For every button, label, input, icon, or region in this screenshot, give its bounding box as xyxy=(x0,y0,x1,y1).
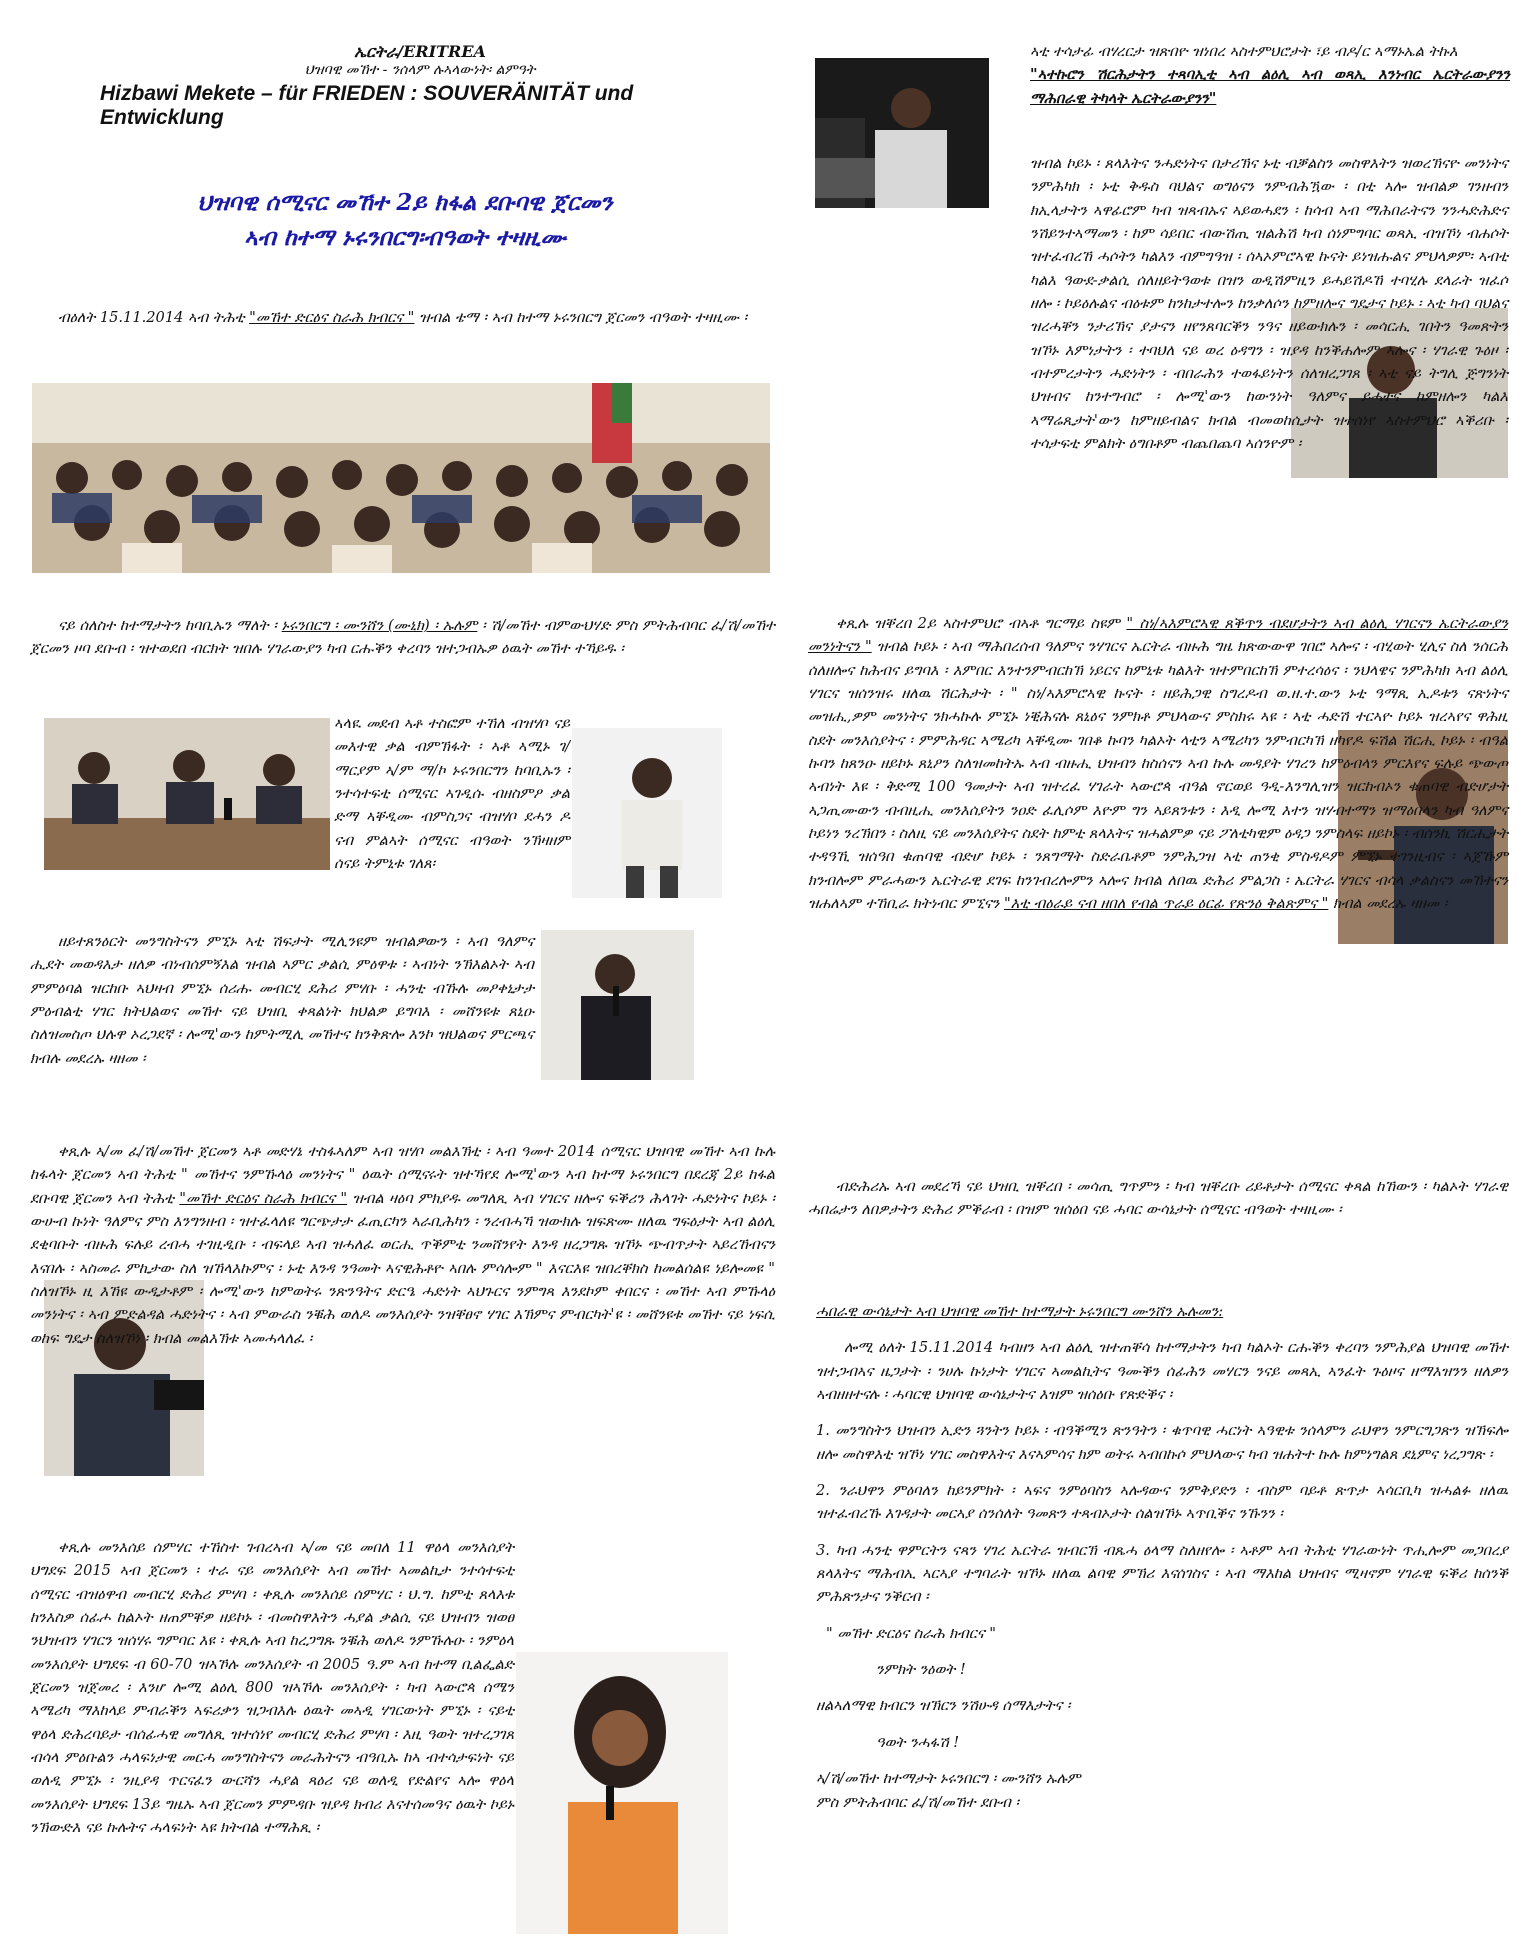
right-intro xyxy=(1030,40,1510,110)
text: ብዕለት 15.11.2014 ኣብ ትሕቲ xyxy=(58,309,250,326)
lecture-title-2: " ስነ/ኣእምሮኣዊ ጸቕጥን ብደሆታትን ኣብ ልዕሊ ሃገርናን ኤርትራውያን መንነትናን " xyxy=(808,615,1508,656)
audience-photo xyxy=(32,383,770,573)
speaker-photo-1 xyxy=(572,728,722,898)
event-slogan-2: "መኸተ ድርዕና ስራሕ ክብርና " xyxy=(179,1189,348,1207)
text: ቀጺሉ ዝቐረበ 2ይ ኣስተምህሮ ብኣቶ ግርማይ ስዩም xyxy=(836,615,1127,632)
event-slogan: "መኸተ ድርዕና ስራሕ ክብርና " xyxy=(249,309,415,326)
proverb-quote: "እቲ ብዕራይ ናብ ዘበለ የብል ጥራይ ዕርፊ የጽንዕ ቅልጽምና " xyxy=(1003,895,1329,913)
signature-line-1: ኣ/ሽ/መኸተ ከተማታት ኑሩንበርግ ፡ ሙንሸን ኡሉም xyxy=(816,1770,1081,1788)
text: ዝብል ኮይኑ ፡ ጸላእትና ንሓድነትና በታሪኽና ኑቲ ብቓልስን መስዋእትን ዝወረኽናዮ መንነትና ንምሕካክ ፡ ኑቲ ቅዱስ ባህልና ወግዕናን ንምብሕዃው ፡ በቲ ኣሎ ዝብልዎ ገንዘብን ክኢላታትን ኣዋፊሮም ካብ ዝጻብኡና ኣይወሓደን ፡ ከሳብ ኣብ ማሕበራትናን ንንሓድሕድና ንሽይንተኣማመን ፡ ከም ሳይበር ብውሽጢ ዝልሕሽ ካብ ሰነምግባር ወጻኢ ብዝኾነ ብሐሶት ዝተፈብረኸ ሓሶትን ካልእን ብምግዓዝ ፡ ሰኣኦምሮኣዊ ኩናት ይነዝሑልና ምህላዎም፡ ኣብቲ ካልእ ዓውደ-ቃልሲ ሰለዘይትዓወቱ በዝን ወዲሽምዚን ይሓይሽዶኸ ተባሂሉ ደላራት ዝፈሶ ዘሎ ፡ ኮይዕሉልና ብዕቱም ከንከታተሎን ከንቃለሶን ከምዘሎና ግዴታና ኮይኑ ፡ ኣቲ ካብ ባህልና ዝረሓቐን ንታሪኽና ያታናን ዘየንጸባርቕን ንዓና ዘይውክሉን ፡ መሳርሒ ገበትን ዓመጽትን ዝኾኑ እምነታትን ፡ ተባህለ ናይ ወረ ዕዳግን ፡ ዝያዳ ከንቕሐሎም ኣሎና ፡ ሃገራዊ ጉዕዞ ፡ ብተምረታትን ሓድነትን ፡ ብበራሕን ተወፋይነትን ሰለዝረጋገጸ ፡ ኣቲ ናይ ትግሊ ጅግንነት ህዝብና ከንተግብሮ ፡ ሎሚ'ውን ከውንነት ዓለምና ይሓተና ከምዘሎን ካልእ ኣማሬጺታት'ውን ከምዘይብልና ክብል ብመወከሲታት ዝተሰነየ ኣስተምህሮ ኣቕሪቡ ፡ ተሳታፍቲ ምልክት ዕግበቶም ብጨበጨባ ኣሰንዮም ፡ xyxy=(1030,155,1508,453)
right-paragraph-2 xyxy=(808,612,1508,915)
title-line-1: ህዝባዊ ሰሚናር መኸተ 2ይ ክፋል ደቡባዊ ጀርመን xyxy=(197,189,613,216)
masthead-tagline: ህዝባዊ መኸተ - ንሰላም ሉኣላውነት፡ ልምዓት xyxy=(304,62,536,78)
text: ቀጺሉ ኣ/መ ፈ/ሽ/መኸተ ጀርመን ኣቶ መድሃኔ ተስፋኣለም ኣብ ዝሃቦ መልእኽቲ ፡ ኣብ ዓመተ 2014 ሰሚናር ህዝባዊ መኸተ ኣብ ኩሉ ከፋላት ጀርመን ኣብ ትሕቲ " መኸተና ንምኹላዕ መንነትና " ዕዉት ሰሚናሩት ዝተኻየደ ሎሚ'ውን ኣብ ከተማ ኑሩንበርግ በደረጃ 2ይ ከፋል ደቡባዊ ጀርመን ኣብ ትሕቲ xyxy=(30,1143,775,1207)
text: ዝብል ቴማ ፡ ኣብ ከተማ ኑሩንበርግ ጀርመን ብዓወት ተዛዚሙ ፡ xyxy=(414,309,748,326)
masthead-german: Hizbawi Mekete – für FRIEDEN : SOUVERÄNITÄT und Entwicklung xyxy=(100,82,634,130)
masthead-country: ኤርትራ/ERITREA xyxy=(354,42,486,61)
masthead xyxy=(100,42,740,130)
closing-slogan-4: ዓወት ንሓፋሽ ! xyxy=(876,1733,960,1751)
text: ኣላዪ መደብ ኣቶ ተስፎም ተኸለ ብዝሃቦ ናይ መእተዊ ቃል ብምኽፋት ፡ ኣቶ ኣሚኑ ገ/ማርያም ኣ/ም ማ/ኮ ኑሩንበርግን ከባቢኡን ፡ ንተሳተፍቲ ሰሚናር ኣገዲሱ ብዘስምዖ ቃል ድማ ኣቐዲሙ ብምስጋና ብዝሃቦ ደሓን ዶ ናብ ምልኣት ሰሚናር ብዓወት ንኽዛዘም ሰናይ ትምኒቱ ገለጸ፡ xyxy=(334,715,570,873)
closing-slogan-1: " መኸተ ድርዕና ስራሕ ክብርና " xyxy=(826,1624,996,1642)
right-paragraph-1 xyxy=(808,152,1508,455)
panel-photo xyxy=(44,718,330,870)
left-paragraph-5 xyxy=(30,1140,775,1350)
right-p1-wrap xyxy=(1030,152,1508,455)
right-paragraph-3 xyxy=(808,1175,1508,1222)
lecture-title-1: "ኣተኩሮን ሽርሕታትን ተጻባኢቲ ኣብ ልዕሊ ኣብ ወጻኢ እንነብር ኤርትራውያንን ማሕበራዊ ትካላት ኤርትራውያንን" xyxy=(1030,66,1510,107)
left-paragraph-1 xyxy=(30,306,775,329)
text: ዘይተጸንዕርት መንግስትናን ምኚኑ ኣቲ ሽፍታት ሚሊንዩም ዝብልዎውን ፡ ኣብ ዓለምና ሒደት መወዳእታ ዘለዎ ብነብሰምኝእል ዝብል ኣምር ቃልሲ ምዕዋቱ ፡ ኣብነት ንኽእልኦት ኣብ ምምዕባል ዝርከቡ ኣህዛብ ምኚኑ ሰሪሑ መብርሂ ደሕሪ ምሃቡ ፡ ሓንቲ ብኹሉ መዖቀኒታታ ምዕብልቲ ሃገር ክትህልወና መኸተ ናይ ህዝቢ ቀጻልነት ክህልዎ ይግባእ ፡ መሸንዩቱ ጸኒዑ ስለዝመስጦ ህሉዋ ኦረጋደኛ ፡ ሎሚ'ውን ከምትሚሊ መኸተና ከንቅጽሎ እንኮ ዝህልወና ምርጫና ክብሉ መደረኡ ዛዘመ ፡ xyxy=(30,933,534,1067)
text: ቀጺሉ መንእሰይ ሰምሃር ተኸስተ ገብረኣብ ኣ/መ ናይ መበለ 11 ዋዕላ መንእሰያት ህግደፍ 2015 ኣብ ጀርመን ፡ ተራ ናይ መንእሰያት ኣብ መኸተ ኣመልኪታ ንተሳተፍቲ ሰሚናር ብዝዕዋብ መብርሂ ድሕሪ ምሃባ ፡ ቀጺሉ መንእሰይ ሰምሃር ፡ ህ.ግ. ከምቲ ጸላእቱ ከንእስዎ ሰፊሖ ከልኦት ዘጠምቐዎ ዘይኮኑ ፡ ብመስዋእትን ሓያል ቃልሲ ናይ ህዝብን ዝወፀ ንህዝብን ሃገርን ዝሰሃሩ ግምባር እዩ ፡ ቀጺሉ ኣብ ከረጋግጹ ንቑሕ ወለዶ ንምኹሉዑ ፡ ንምዕላ መንእሰያት ህግደፍ ብ 60-70 ዝኣኾሉ መንእሰያት ብ 2005 ዓ.ም ኣብ ከተማ ቢልፌልድ ጀርመን ዝጀመረ ፡ እንሆ ሎሚ ልዕሊ 800 ዝኣኾሉ መንእሰያት ፡ ካብ ኣውሮጳ ሰሜን ኣሜሪካ ማእከላይ ምብራቕን ኣፍሪቃን ዝጋብእሉ ዕዉት መኣዲ ሃገርውነት ምኚኑ ፡ ናይቲ ዋዕላ ድሕረባይታ ብሰፊሓዊ መግለጺ ዝተሰነየ መብርሂ ድሕሪ ምሃባ ፡ እዚ ዓወት ዝተረጋገጸ ብሳላ ምዕቡልን ሓላፍነታዊ መርሓ መንግስትናን መራሕትናን ብዓቢኡ ከኣ ብተሳታፍነት ናይ ወለዲ ምኚኑ ፡ ንዚያዳ ጥርናፈን ውርሻን ሓያል ጻዕሪ ናይ ወለዲ የድልየና ኣሎ ዋዕላ መንእሰያት ህግደፍ 13ይ ግዜኡ ኣብ ጀርመን ምምዳቡ ዝያዳ ክብሪ እናተሰመዓና ዕዉት ኮይኑ ንኽውድእ ናይ ኩሉትና ሓላፍነት ኣዩ ክትብል ተማሕጺ ፡ xyxy=(30,1539,514,1837)
resolutions-section xyxy=(816,1300,1508,1814)
text: ብድሕሪኡ ኣብ መደረኻ ናይ ህዝቢ ዝቐረበ ፡ መሳጢ ግጥምን ፡ ካብ ዝቐረቡ ሪይቶታት ሰሚናር ቀጻል ከኸውን ፡ ካልኦት ሃገራዊ ሓበሬታን ለበዎታትን ድሕሪ ምቕራብ ፡ በዝም ዝሰዕበ ናይ ሓባር ውሳኔታት ሰሚናር ብዓወት ተዛዚሙ ፡ xyxy=(808,1178,1508,1219)
text: ክብል መደረኡ ዛዘመ ፡ xyxy=(1328,895,1448,913)
left-paragraph-4 xyxy=(30,930,534,1070)
cities-list: ኑሩንበርግ ፡ ሙንሸን (ሙኒክ) ፡ ኡሉም xyxy=(281,617,478,634)
resolution-2: 2. ንራህዋን ምዕባለን ከይንምክት ፡ ኣፍና ንምዕባስን ኣሉዳውና ንምቅያድን ፡ ብስም ባይቶ ጽጥታ ኣሳርቢካ ዝሓልፉ ዘለዉ ዝተፈብረኹ እገዳታት መርኣያ ሰንሰለት ዓመጽን ተጻብኦታት ሰልዝኾኑ ኣጥቢቕና ንኹንን ፡ xyxy=(816,1482,1508,1523)
closing-slogan-3: ዘልኣለማዊ ክብርን ዝኽርን ንሽሁዳ ሰማእታትና ፡ xyxy=(816,1697,1071,1715)
text: ዝብል ኮይኑ ፡ ኣብ ማሕበረሰብ ዓለምና ንሃገርና ኤርትራ ብዙሕ ግዜ ክጽውውዋ ገበሮ ኣሎና ፡ ብሂወት ሂሊና ስለ ንሰርሕ ሰለዘሎና ከሕብና ይግባእ ፡ እምበር እንተንምብርከኽ ነይርና ከምኒቱ ካልእት ዝተምበርከኽ ምተረሳዕና ፡ ንህላዌና ንምሕካክ ኣብ ልዕሊ ሃገርና ዝሰንዝሩ ዘለዉ ሽርሕታት ፡ " ስነ/ኣእምሮኣዊ ኩናት ፡ ዘይሕጋዊ ስግረዶብ ወ.ዘ.ተ.ውን ኑቲ ዓማጺ ኢዶቱን ናጽነትና መዝሒ,ዎም መንነትና ንክሓኩሉ ምኚኑ ነቒሕናሉ ጸኒዕና ንምክቶ ምህላውና ምስክሩ ኣዩ ፡ ኣቲ ሓድሽ ተርኣዮ ኮይኑ ዝረኣየና ዋሕዚ ስደት መንእሰያትና ፡ ምምሕዳር ኣሜሪካ ኣቐዲሙ ገበቆ ኩባን ካልኦት ላቲን ኣሜሪካን ንምብርካኽ ዘካየዶ ፍሽል ሽርሒ ኮይኑ ፡ ብዓል ኩባን ከጸንዑ ዘይኮኑ ጸኒዖን ስለዝመከትኡ ኣብ ብዙሒ ህዝብን ከስሰናን ኣብ ኩሉ መዳያት ሃገረን ከምዕብላን ምርእየና ፍሉይ ጭውጦ ኣብነት እዩ ፡ ቅድሚ 100 ዓመታት ኣብ ዝተረፈ ሃገራት ኣውሮጳ ብዓል ኖርወይ ዓዲ-እንግሊዝን ዝርከብኦን ቁጠባዊ ብድሆታት ኣጋጢሙውን ብብዚሒ መንእሰያትን ንዐድ ፈሊሶም እዮም ግን ኣይጸንቱን ፡ እዲ ሎሚ እተን ዝሃብተማን ዝማዕበላን ካብ ዓለምና ኮይነን ንረኽበን ፡ ስለዚ ናይ መንእሰያትና ስደት ከምቲ ጸላእትና ዝሓልምዎ ናይ ፖለቲካዊም ዕዳጋ ንምስላፍ ዘይኮኑ ፡ ብሰንኪ ሽርሒታት ተዳዓኺ ዝሰዓበ ቁጠባዊ ብድሆ ኮይኑ ፡ ንጸግማት ስድራቤቶም ንምሕጋዝ ኣቲ ጠንቂ ምስዳዶም ምኚኑ ተገንዚብና ፡ ኣጀኹም ክንብሎም ምራሓውን ኤርትራዊ ደገፍ ከንገብረሎምን ኣሎና ክብል ለበዉ ድሕሪ ምልጋስ ፡ ኤርትራ ሃገርና ብሳላ ቃልስናን መኸተናን ዝሐለኣም ተኸቢራ ክትነብር ምኚናን xyxy=(808,638,1508,913)
article-title xyxy=(60,186,750,255)
text: ኣቲ ተሳታፊ ብሃረርታ ዝጽበዮ ዝነበረ ኣስተምህሮታት ፣ይ ብዶ/ር ኣማኑኤል ትኩእ xyxy=(1030,43,1458,60)
title-line-2: ኣብ ከተማ ኑሩንበርግ፡ብዓወት ተዛዚሙ xyxy=(244,223,566,251)
text: ፡ ሽ/መኸተ ብምውህሃድ ምስ ምትሕብባር ፈ/ሽ/መኸተ ጀርመን ዞባ ደቡብ ፡ ዝተወደበ ብርክት ዝበሉ ሃገራውያን ካብ ርሑቕን ቀረባን ዝተጋብኡዎ ዕዉት መኸተ ተኻይዱ ፡ xyxy=(30,617,775,658)
signature-line-2: ምስ ምትሕብባር ፈ/ሽ/መኸተ ደቡብ ፡ xyxy=(816,1793,1019,1811)
left-paragraph-3 xyxy=(334,712,570,875)
resolutions-intro: ሎሚ ዕለት 15.11.2014 ካብዘን ኣብ ልዕሊ ዝተጠቐሳ ከተማታትን ካብ ካልኦት ርሑቕን ቀረባን ንምሕያል ህዝባዊ መኸተ ዝተጋብኣና ዜጋታት ፡ ንሀሉ ኩነታት ሃገርና ኣመልኪትና ዓሙቕን ሰፊሕን መሃርን ንናይ መጻኢ ኣንፈት ጉዕዞና ዘማእዝንን ዘለዎን ኣብዘዘተናሉ ፡ ሓባርዊ ህዝባዊ ውሳኔታትና እዝም ዝሰዕቡ የጽድቕና ፡ xyxy=(816,1339,1508,1404)
speaker-photo-4 xyxy=(516,1652,728,1934)
resolution-3: 3. ካብ ሓንቲ ዋምርትን ናጻን ሃገረ ኤርትራ ዝብርኽ ብጼሓ ዕላማ ስለዘየሎ ፡ ኣቶም ኣብ ትሕቲ ሃገራውነት ጥሒሎም መጋበረያ ጸላእትና ማሕብኢ ኣርኣያ ተግባራት ዝኾኑ ዘለዉ ልባዊ ምኽሪ እናሰገስና ፡ ኣብ ማእከል ህዝብና ሚዛኖም ሃገራዊ ፍቕሪ ከሰንቕ ምሕጽንታና ንቕርብ ፡ xyxy=(816,1541,1508,1606)
speaker-photo-2 xyxy=(541,930,694,1080)
left-paragraph-2 xyxy=(30,614,775,661)
resolution-1: 1. መንግስትን ህዝብን ኢድን ጓንትን ኮይኑ ፡ ብዓቕሚን ጽንዓትን ፡ ቁጥባዊ ሓርነት ኣዓዊቱ ንሰላምን ራህዋን ንምርግጋጽን ዝኽፍሎ ዘሎ መስዋእቲ ዝኾነ ሃገር መስዋእትና እናኣምሳና ክም ወትሩ ኣብበኩሶ ምህላውና ካብ ዝሐትተ ኩሉ ከምነግልጸ ደኒምና ነረጋግጽ ፡ xyxy=(816,1422,1508,1463)
text: ዝብል ዛዕባ ምክያዱ መግለጺ ኣብ ሃገርና ዘሎና ፍቕሪን ሕላገት ሓድነትና ኮይኑ ፡ ውሁብ ኩነት ዓለምና ምስ እንግንዘብ ፡ ዝተፈላለዩ ግርጭታታ ፈጢርካን ኣራቢሕካን ፡ ንረብሓኻ ዝውክሉ ዝፍጽሙ ዘለዉ ግፍዕታት ኣብ ልዕሊ ደቂባቡት ብዙሕ ፍሉይ ረብሓ ተገዚዲቡ ፡ ብፍላይ ኣብ ዝሓለፈ ወርሒ ጥቕምቲ ንመሸንየት እንዳ ዘረጋግጹ ዝኾኑ ጭብጥታት ኣይረኸብናን እናበሉ ፡ ኣስመራ ምኪታው ስለ ዝኸላእኩምና ፡ ኑቲ እንዳ ንዓመት ኣናዊሕቶዮ ኣበሉ ምሳሎም " እናርእዩ ዝበረቐክስ ከመልሰልዩ ነይሎመዩ " ስለዝኾኑ ዚ እኸዩ ውዲታቶም ፡ ሎሚ'ውን ከምወትሩ ንጽንዓትና ድርዔ ሓድነት ኣህጉርና ንምግጻ እንደኮም ቀበርና ፡ መኸተ ኣብ ምኹላዕ መንነትና ፡ ኣብ ምድልዳል ሓድነትና ፡ ኣብ ምውራስ ንቑሕ ወለዶ መንእሰያት ንዝቐፀኖ ሃገር እኽምና ምብርካት'ዩ ፡ መሸንዩቱ መኸተ ናይ ነፍሲ ወከፍ ግዴታ ስለዝኾነ ፡ ክብል መልእኽቱ ኣመሓላለፈ ፡ xyxy=(30,1189,775,1347)
text: ናይ ሰለስተ ከተማታትን ከባቢኡን ማለት ፡ xyxy=(58,617,282,634)
closing-slogan-2: ንምክት ንዕወት ! xyxy=(876,1661,966,1679)
resolutions-heading: ሓበራዊ ውሳኔታት ኣብ ህዝባዊ መኸተ ከተማታት ኑሩንበርግ ሙንሸን ኡሉመን: xyxy=(816,1303,1224,1320)
left-paragraph-6 xyxy=(30,1536,514,1839)
